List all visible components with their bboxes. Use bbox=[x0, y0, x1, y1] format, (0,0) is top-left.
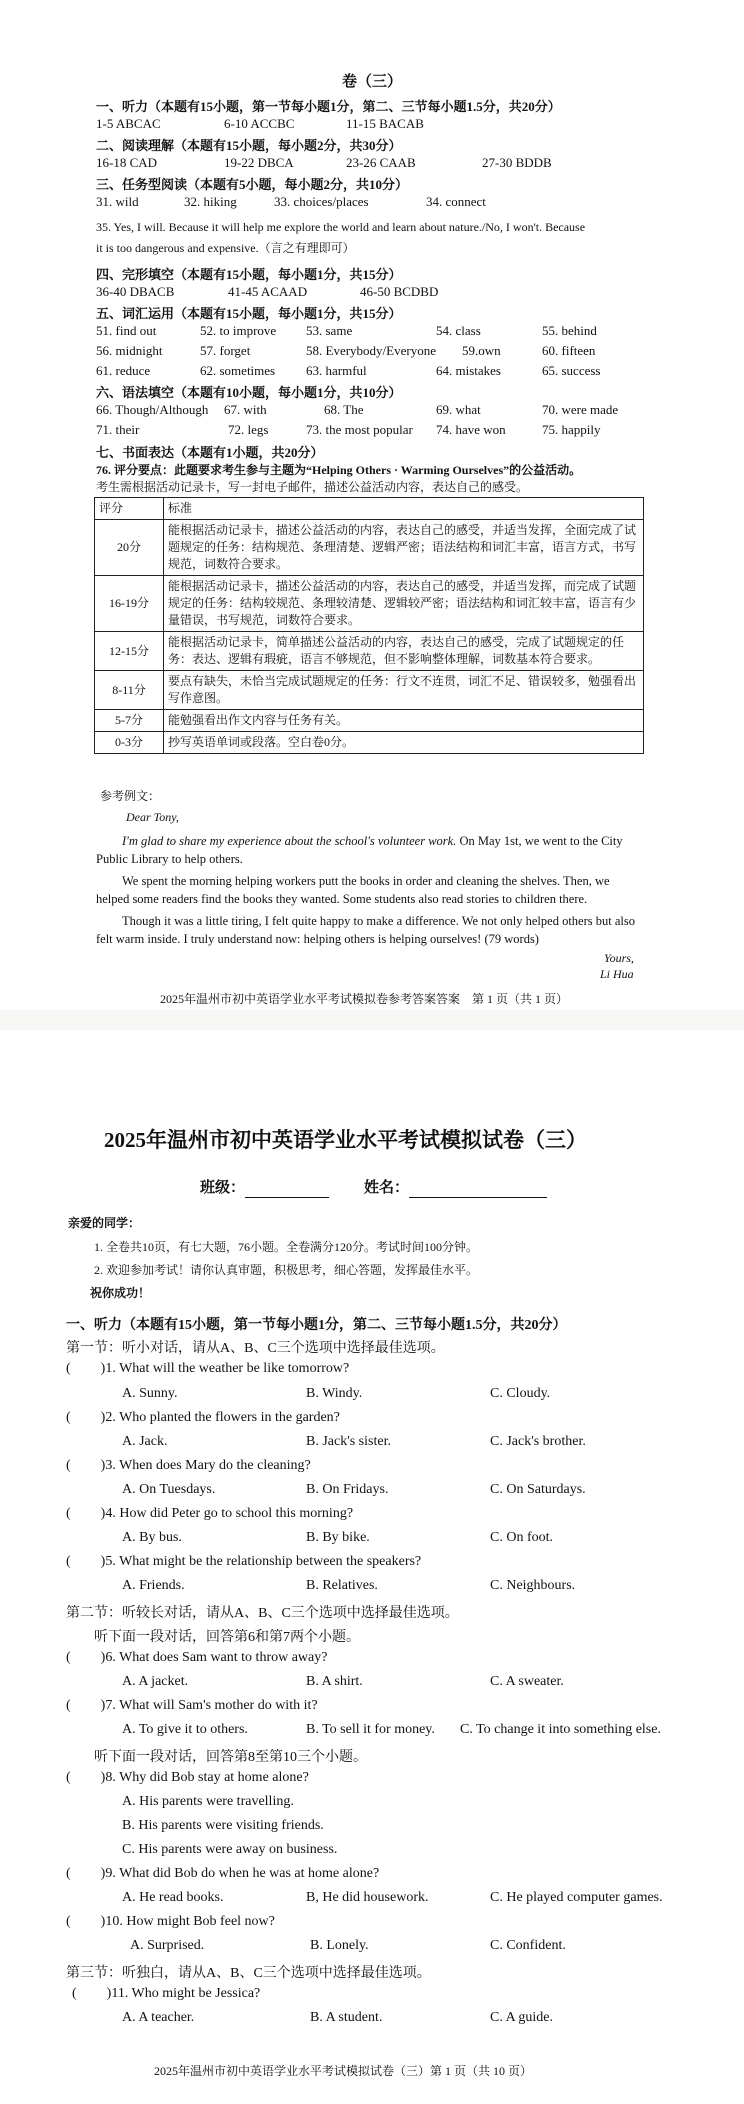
option-c[interactable]: C. A sweater. bbox=[490, 1674, 564, 1689]
sample-closing: Yours, bbox=[604, 951, 634, 965]
q35-line1: 35. Yes, I will. Because it will help me explore the world and learn about nature./No, I won't. Because bbox=[96, 220, 586, 234]
option-b[interactable]: B. To sell it for money. bbox=[306, 1722, 435, 1737]
rubric-row: 5-7分 能勉强看出作文内容与任务有关。 bbox=[95, 710, 644, 732]
sec2-head: 二、阅读理解（本题有15小题，每小题2分，共30分） bbox=[96, 138, 402, 153]
q35-line2: it is too dangerous and expensive.（言之有理即可） bbox=[96, 241, 355, 255]
option-c[interactable]: C. Jack's brother. bbox=[490, 1434, 586, 1449]
option-c[interactable]: C. He played computer games. bbox=[490, 1890, 663, 1905]
option-b[interactable]: B. Jack's sister. bbox=[306, 1434, 391, 1449]
option-a[interactable]: A. Sunny. bbox=[122, 1386, 178, 1401]
option-b[interactable]: B, He did housework. bbox=[306, 1890, 429, 1905]
question-3: ( )3. When does Mary do the cleaning? bbox=[66, 1458, 311, 1473]
option-a[interactable]: A. He read books. bbox=[122, 1890, 224, 1905]
option-a[interactable]: A. On Tuesdays. bbox=[122, 1482, 216, 1497]
option-b[interactable]: B. A shirt. bbox=[306, 1674, 363, 1689]
option-b[interactable]: B. Relatives. bbox=[306, 1578, 378, 1593]
option-a[interactable]: A. To give it to others. bbox=[122, 1722, 248, 1737]
exam-page bbox=[0, 1030, 744, 2104]
answer-title: 卷（三） bbox=[342, 74, 403, 90]
class-label: 班级： bbox=[200, 1176, 329, 1198]
option-c[interactable]: C. Confident. bbox=[490, 1938, 566, 1953]
part2-instruction: 第二节：听较长对话，请从A、B、C三个选项中选择最佳选项。 bbox=[66, 1606, 459, 1621]
exam-wish: 祝你成功！ bbox=[90, 1286, 151, 1300]
sample-paragraph-3: Though it was a little tiring, I felt quite happy to make a difference. We not only helped others but also felt warm inside. I truly understand now: helping others is helping ourselves! (79 words) bbox=[96, 914, 635, 946]
option-b[interactable]: B. Lonely. bbox=[310, 1938, 369, 1953]
rubric-table bbox=[94, 497, 644, 754]
sample-signature: Li Hua bbox=[600, 967, 634, 981]
exam-note-1: 1. 全卷共10页，有七大题，76小题。全卷满分120分。考试时间100分钟。 bbox=[94, 1240, 479, 1254]
class-field[interactable] bbox=[245, 1180, 329, 1198]
question-4: ( )4. How did Peter go to school this morning? bbox=[66, 1506, 354, 1521]
sec5-head: 五、词汇运用（本题有15小题，每小题1分，共15分） bbox=[96, 306, 402, 321]
exam-footer: 2025年温州市初中英语学业水平考试模拟试卷（三）第 1 页（共 10 页） bbox=[154, 2064, 533, 2078]
part2-sub-b: 听下面一段对话，回答第8至第10三个小题。 bbox=[94, 1750, 367, 1765]
option-c[interactable]: C. On foot. bbox=[490, 1530, 553, 1545]
option-a[interactable]: A. By bus. bbox=[122, 1530, 182, 1545]
rubric-row: 16-19分 能根据活动记录卡，描述公益活动的内容，表达自己的感受，并适当发挥，而完成了试题规定的任务：结构较规范、条理较清楚、逻辑较严密；语法结构和词汇较丰富，语言有少量错误，书写规范，词数符合要求。 bbox=[95, 576, 644, 632]
answer-key-page: 卷（三） 一、听力（本题有15小题，第一节每小题1分，第二、三节每小题1.5分，共20分） 1-5 ABCAC 6-10 ACCBC 11-15 BACAB 二、阅读理解（本题有15小题，每小题2分，共30分） 16-18 CAD 19-22 DBCA 23-26 CAAB 27-30 BDDB 三、任务型阅读（本题有5小题，每小题2分，共10分） 31. wild 32. hiking 33. choices/places 34. connect 35. Yes, I will. Because it will help me explore the world and learn about nature./No, I won't. Because it is too dangerous and expensive.（言之有理即可） 四、完形填空（本题有15小题，每小题1分，共15分） 36-40 DBACB 41-45 ACAAD 46-50 BCDBD 五、词汇运用（本题有15小题，每小题1分，共15分） 51. find out 52. to improve 53. same 54. class 55. behind 56. midnight 57. forget 58. Everybody/Everyone 59.own 60. fifteen 61. reduce 62. sometimes 63. harmful 64. mistakes 65. success 六、语法填空（本题有10小题，每小题1分，共10分） 66. Though/Although 67. with 68. The 69. what 70. were made 71. their 72. legs 73. the most popular 74. have won 75. happily 七、书面表达（本题有1小题，共20分） 76. 评分要点：此题要求考生参与主题为“Helping Others · Warming Ourselves”的公益活动。 考生需根据活动记录卡，写一封电子邮件，描述公益活动内容，表达自己的感受。 评分 标准 20分 能根据活动记录卡，描述公益活动的内容，表达自己的感受，并适当发挥，全面完成了试题规定的任务：结构规范、条理清楚、逻辑严密；语法结构和词汇丰富，语言方式，书写规范，词数符合要求。 16-19分 能根据活动记录卡，描述公益活动的内容，表达自己的感受，并适当发挥，而完成了试题规定的任务：结构较规范、条理较清楚、逻辑较严密；语法结构和词汇较丰富，语言有少量错误，书写规范，词数符合要求。 12-15分 能根据活动记录卡，简单描述公益活动的内容，表达自己的感受，完成了试题规定的任务：表达、逻辑有瑕疵，语言不够规范，但不影响整体理解，词数基本符合要求。 8-11分 要点有缺失，未恰当完成试题规定的任务：行文不连贯，词汇不足、错误较多，勉强看出写作意图。 5-7分 能勉强看出作文内容与任务有关。 0-3分 抄写英语单词或段落。空白卷0分。 参考例文： Dear Tony, I'm glad to share my experience about the school's volunteer work. On May 1st, we went to the City Public Library to help others. We spent the morning helping workers putt the books in order and cleaning the shelves. Then, we helped some readers find the books they wanted. Some students also read stories to children there. Though it was a little tiring, I felt quite happy to make a difference. We not only helped others but also felt warm inside. I truly understand now: helping others is helping ourselves! (79 words) Yours, Li Hua 2025年温州市初中英语学业水平考试模拟卷参考答案答案 第 1 页（共 1 页） bbox=[0, 0, 744, 1010]
sample-greeting: Dear Tony, bbox=[126, 810, 179, 824]
sec6-head: 六、语法填空（本题有10小题，每小题1分，共10分） bbox=[96, 385, 402, 400]
sec7-head: 七、书面表达（本题有1小题，共20分） bbox=[96, 445, 324, 460]
option-a[interactable]: A. Jack. bbox=[122, 1434, 168, 1449]
name-field[interactable] bbox=[409, 1180, 547, 1198]
option-c[interactable]: C. His parents were away on business. bbox=[122, 1842, 338, 1857]
exam-title: 2025年温州市初中英语学业水平考试模拟试卷（三） bbox=[104, 1128, 587, 1152]
option-a[interactable]: A. His parents were travelling. bbox=[122, 1794, 294, 1809]
option-c[interactable]: C. On Saturdays. bbox=[490, 1482, 586, 1497]
option-b[interactable]: B. Windy. bbox=[306, 1386, 363, 1401]
sec4-head: 四、完形填空（本题有15小题，每小题1分，共15分） bbox=[96, 267, 402, 282]
listening-section-head: 一、听力（本题有15小题，第一节每小题1分，第二、三节每小题1.5分，共20分） bbox=[66, 1318, 567, 1333]
sec7-line2: 考生需根据活动记录卡，写一封电子邮件，描述公益活动内容，表达自己的感受。 bbox=[96, 480, 529, 494]
sec7-line1: 76. 评分要点：此题要求考生参与主题为“Helping Others · Warming Ourselves”的公益活动。 bbox=[96, 463, 582, 477]
rubric-row: 12-15分 能根据活动记录卡，简单描述公益活动的内容，表达自己的感受，完成了试题规定的任务：表达、逻辑有瑕疵，语言不够规范，但不影响整体理解，词数基本符合要求。 bbox=[95, 632, 644, 671]
option-a[interactable]: A. A teacher. bbox=[122, 2010, 195, 2025]
question-6: ( )6. What does Sam want to throw away? bbox=[66, 1650, 328, 1665]
option-b[interactable]: B. A student. bbox=[310, 2010, 383, 2025]
sample-label: 参考例文： bbox=[100, 789, 161, 803]
option-a[interactable]: A. A jacket. bbox=[122, 1674, 189, 1689]
sample-paragraph-2: We spent the morning helping workers putt the books in order and cleaning the shelves. Then, we helped some readers find the books they wanted. Some students also read stories to children there. bbox=[96, 874, 610, 906]
name-label: 姓名： bbox=[364, 1176, 547, 1198]
exam-greeting: 亲爱的同学： bbox=[68, 1216, 141, 1230]
option-c[interactable]: C. A guide. bbox=[490, 2010, 554, 2025]
question-7: ( )7. What will Sam's mother do with it? bbox=[66, 1698, 318, 1713]
sec1-head: 一、听力（本题有15小题，第一节每小题1分，第二、三节每小题1.5分，共20分） bbox=[96, 99, 561, 114]
option-a[interactable]: A. Surprised. bbox=[130, 1938, 205, 1953]
question-1: ( )1. What will the weather be like tomorrow? bbox=[66, 1361, 350, 1376]
option-b[interactable]: B. On Fridays. bbox=[306, 1482, 389, 1497]
option-c[interactable]: C. Neighbours. bbox=[490, 1578, 576, 1593]
sample-paragraph-1: I'm glad to share my experience about the school's volunteer work. On May 1st, we went to the City Public Library to help others. bbox=[96, 834, 623, 866]
exam-note-2: 2. 欢迎参加考试！请你认真审题，积极思考，细心答题，发挥最佳水平。 bbox=[94, 1263, 479, 1277]
part3-instruction: 第三节：听独白，请从A、B、C三个选项中选择最佳选项。 bbox=[66, 1966, 431, 1981]
option-b[interactable]: B. By bike. bbox=[306, 1530, 370, 1545]
rubric-row: 0-3分 抄写英语单词或段落。空白卷0分。 bbox=[95, 732, 644, 754]
question-9: ( )9. What did Bob do when he was at home alone? bbox=[66, 1866, 380, 1881]
part2-sub-a: 听下面一段对话，回答第6和第7两个小题。 bbox=[94, 1630, 360, 1645]
option-c[interactable]: C. To change it into something else. bbox=[460, 1722, 661, 1737]
option-c[interactable]: C. Cloudy. bbox=[490, 1386, 551, 1401]
question-8: ( )8. Why did Bob stay at home alone? bbox=[66, 1770, 309, 1785]
question-11: ( )11. Who might be Jessica? bbox=[72, 1986, 261, 2001]
option-b[interactable]: B. His parents were visiting friends. bbox=[122, 1818, 324, 1833]
rubric-row: 20分 能根据活动记录卡，描述公益活动的内容，表达自己的感受，并适当发挥，全面完成了试题规定的任务：结构规范、条理清楚、逻辑严密；语法结构和词汇丰富，语言方式，书写规范，词数符合要求。 bbox=[95, 520, 644, 576]
sec3-head: 三、任务型阅读（本题有5小题，每小题2分，共10分） bbox=[96, 177, 409, 192]
rubric-header-row: 评分 标准 bbox=[95, 498, 644, 520]
answer-footer: 2025年温州市初中英语学业水平考试模拟卷参考答案答案 第 1 页（共 1 页） bbox=[160, 992, 569, 1006]
rubric-row: 8-11分 要点有缺失，未恰当完成试题规定的任务：行文不连贯，词汇不足、错误较多，勉强看出写作意图。 bbox=[95, 671, 644, 710]
question-5: ( )5. What might be the relationship between the speakers? bbox=[66, 1554, 422, 1569]
question-2: ( )2. Who planted the flowers in the garden? bbox=[66, 1410, 340, 1425]
question-10: ( )10. How might Bob feel now? bbox=[66, 1914, 275, 1929]
option-a[interactable]: A. Friends. bbox=[122, 1578, 185, 1593]
part1-instruction: 第一节：听小对话，请从A、B、C三个选项中选择最佳选项。 bbox=[66, 1341, 445, 1356]
